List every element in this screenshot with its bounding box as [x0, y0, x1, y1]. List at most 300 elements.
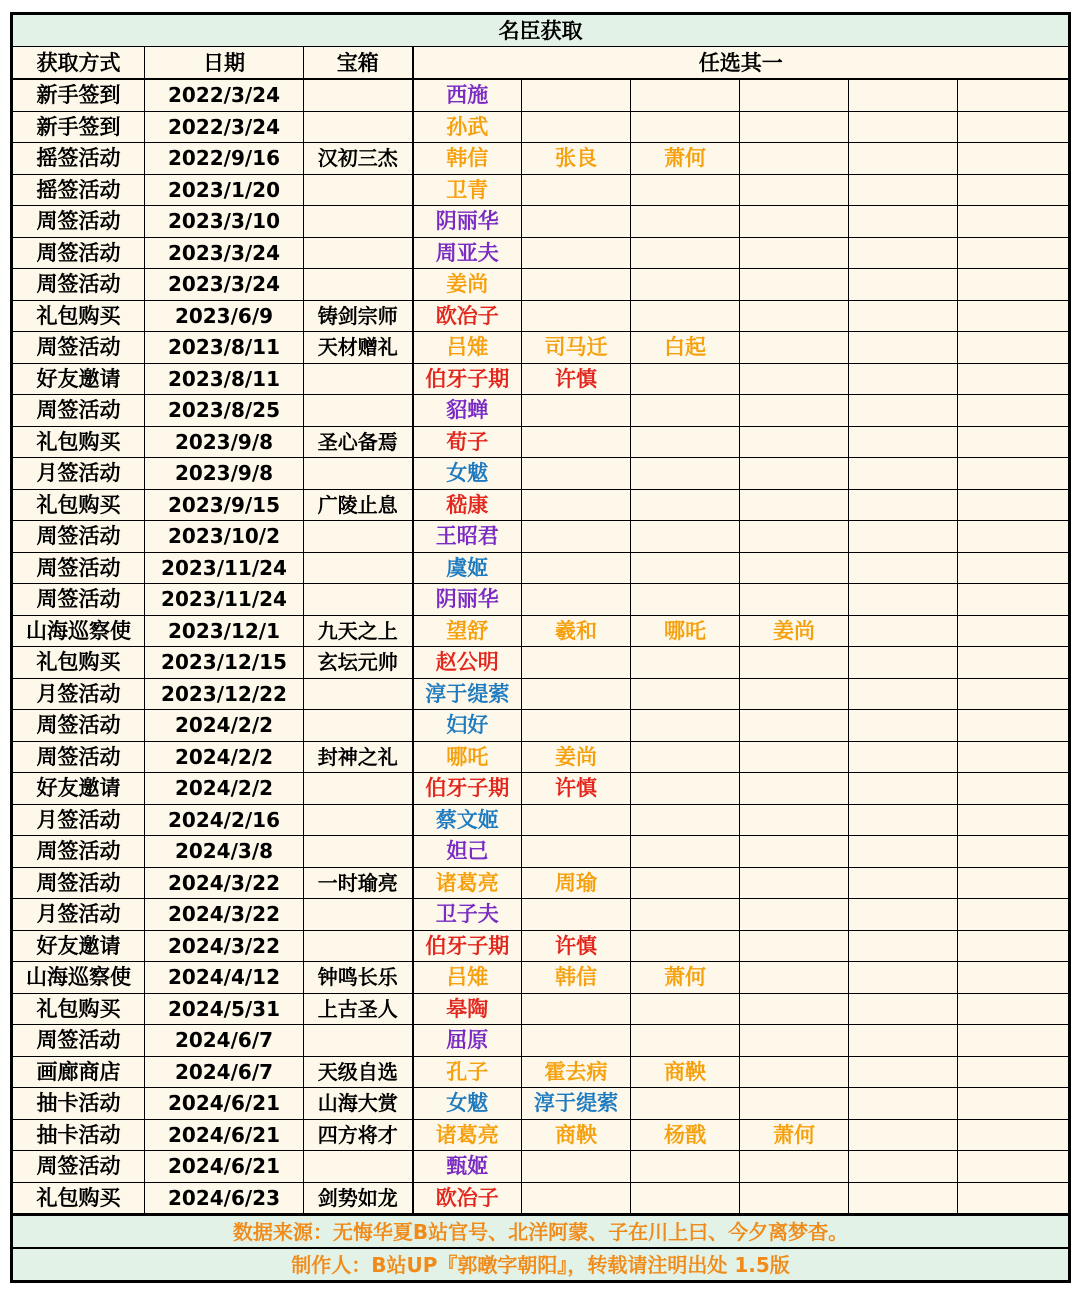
empty-choice-cell: [849, 867, 958, 899]
chest-cell: 山海大赏: [304, 1088, 413, 1120]
table-row: [12, 79, 1070, 111]
acquire-method-cell: 好友邀请: [12, 930, 145, 962]
hero-name-cell: 哪吒: [631, 615, 740, 647]
date-cell: 2023/9/15: [145, 489, 304, 521]
acquire-method-cell: 月签活动: [12, 899, 145, 931]
date-cell: 2024/3/22: [145, 867, 304, 899]
empty-choice-cell: [631, 867, 740, 899]
empty-choice-cell: [522, 1025, 631, 1057]
table-row: [12, 993, 1070, 1025]
empty-choice-cell: [740, 143, 849, 175]
date-cell: 2023/9/8: [145, 426, 304, 458]
date-cell: 2024/2/2: [145, 710, 304, 742]
table-row: [12, 111, 1070, 143]
empty-choice-cell: [958, 678, 1070, 710]
table-row: [12, 521, 1070, 553]
acquire-method-cell: 摇签活动: [12, 174, 145, 206]
chest-cell: 天材赠礼: [304, 332, 413, 364]
date-cell: 2024/2/2: [145, 741, 304, 773]
table-row: [12, 741, 1070, 773]
hero-name-cell: 阴丽华: [413, 584, 522, 616]
date-cell: 2023/1/20: [145, 174, 304, 206]
acquire-method-cell: 礼包购买: [12, 426, 145, 458]
chest-cell: 四方将才: [304, 1119, 413, 1151]
empty-choice-cell: [522, 804, 631, 836]
hero-name-cell: 白起: [631, 332, 740, 364]
table-row: [12, 867, 1070, 899]
acquire-method-cell: 抽卡活动: [12, 1119, 145, 1151]
hero-name-cell: 王昭君: [413, 521, 522, 553]
hero-name-cell: 伯牙子期: [413, 773, 522, 805]
hero-name-cell: 淳于缇萦: [522, 1088, 631, 1120]
chest-cell: [304, 836, 413, 868]
hero-name-cell: 诸葛亮: [413, 1119, 522, 1151]
hero-name-cell: 诸葛亮: [413, 867, 522, 899]
hero-name-cell: 卫子夫: [413, 899, 522, 931]
empty-choice-cell: [522, 206, 631, 238]
hero-name-cell: 妲己: [413, 836, 522, 868]
date-cell: 2024/2/2: [145, 773, 304, 805]
empty-choice-cell: [958, 962, 1070, 994]
empty-choice-cell: [958, 1088, 1070, 1120]
acquire-method-cell: 礼包购买: [12, 489, 145, 521]
empty-choice-cell: [958, 363, 1070, 395]
acquire-method-cell: 礼包购买: [12, 1182, 145, 1215]
empty-choice-cell: [740, 489, 849, 521]
hero-name-cell: 女魃: [413, 458, 522, 490]
table-row: [12, 237, 1070, 269]
table-title: 名臣获取: [12, 14, 1070, 47]
empty-choice-cell: [631, 993, 740, 1025]
hero-name-cell: 皋陶: [413, 993, 522, 1025]
hero-name-cell: 伯牙子期: [413, 363, 522, 395]
chest-cell: 广陵止息: [304, 489, 413, 521]
empty-choice-cell: [631, 773, 740, 805]
empty-choice-cell: [740, 773, 849, 805]
empty-choice-cell: [958, 458, 1070, 490]
empty-choice-cell: [849, 79, 958, 111]
hero-acquisition-table: [10, 12, 1071, 1283]
date-cell: 2023/11/24: [145, 552, 304, 584]
empty-choice-cell: [631, 363, 740, 395]
empty-choice-cell: [849, 710, 958, 742]
date-cell: 2023/12/15: [145, 647, 304, 679]
empty-choice-cell: [849, 458, 958, 490]
empty-choice-cell: [958, 1056, 1070, 1088]
table-row: [12, 1025, 1070, 1057]
empty-choice-cell: [740, 1088, 849, 1120]
acquire-method-cell: 周签活动: [12, 521, 145, 553]
empty-choice-cell: [958, 143, 1070, 175]
empty-choice-cell: [958, 867, 1070, 899]
hero-name-cell: 吕雉: [413, 962, 522, 994]
empty-choice-cell: [522, 521, 631, 553]
table-row: [12, 143, 1070, 175]
empty-choice-cell: [522, 710, 631, 742]
empty-choice-cell: [631, 678, 740, 710]
acquire-method-cell: 月签活动: [12, 458, 145, 490]
empty-choice-cell: [740, 269, 849, 301]
hero-name-cell: 西施: [413, 79, 522, 111]
hero-name-cell: 萧何: [631, 962, 740, 994]
table-row: [12, 300, 1070, 332]
empty-choice-cell: [958, 395, 1070, 427]
empty-choice-cell: [740, 899, 849, 931]
empty-choice-cell: [522, 678, 631, 710]
empty-choice-cell: [631, 741, 740, 773]
hero-name-cell: 吕雉: [413, 332, 522, 364]
chest-cell: 九天之上: [304, 615, 413, 647]
empty-choice-cell: [740, 521, 849, 553]
acquire-method-cell: 礼包购买: [12, 300, 145, 332]
hero-name-cell: 哪吒: [413, 741, 522, 773]
hero-name-cell: 欧冶子: [413, 300, 522, 332]
acquire-method-cell: 周签活动: [12, 867, 145, 899]
empty-choice-cell: [631, 79, 740, 111]
empty-choice-cell: [631, 206, 740, 238]
footer-source-row: [12, 1215, 1070, 1249]
empty-choice-cell: [740, 1056, 849, 1088]
empty-choice-cell: [849, 332, 958, 364]
acquire-method-cell: 画廊商店: [12, 1056, 145, 1088]
empty-choice-cell: [522, 836, 631, 868]
hero-name-cell: 姜尚: [522, 741, 631, 773]
acquire-method-cell: 新手签到: [12, 111, 145, 143]
hero-name-cell: 赵公明: [413, 647, 522, 679]
date-cell: 2023/8/25: [145, 395, 304, 427]
hero-name-cell: 韩信: [522, 962, 631, 994]
table-row: [12, 1151, 1070, 1183]
empty-choice-cell: [522, 111, 631, 143]
empty-choice-cell: [740, 426, 849, 458]
empty-choice-cell: [740, 174, 849, 206]
date-cell: 2023/10/2: [145, 521, 304, 553]
date-cell: 2024/6/21: [145, 1151, 304, 1183]
empty-choice-cell: [522, 1151, 631, 1183]
chest-cell: 天级自选: [304, 1056, 413, 1088]
chest-cell: 铸剑宗师: [304, 300, 413, 332]
empty-choice-cell: [740, 395, 849, 427]
empty-choice-cell: [958, 332, 1070, 364]
chest-cell: 钟鸣长乐: [304, 962, 413, 994]
hero-name-cell: 霍去病: [522, 1056, 631, 1088]
empty-choice-cell: [958, 1182, 1070, 1215]
empty-choice-cell: [849, 1025, 958, 1057]
hero-name-cell: 淳于缇萦: [413, 678, 522, 710]
empty-choice-cell: [631, 899, 740, 931]
empty-choice-cell: [958, 836, 1070, 868]
acquire-method-cell: 礼包购买: [12, 993, 145, 1025]
table-row: [12, 804, 1070, 836]
hero-name-cell: 姜尚: [740, 615, 849, 647]
table-row: [12, 773, 1070, 805]
empty-choice-cell: [849, 363, 958, 395]
empty-choice-cell: [849, 804, 958, 836]
acquire-method-cell: 周签活动: [12, 584, 145, 616]
hero-name-cell: 荀子: [413, 426, 522, 458]
empty-choice-cell: [958, 174, 1070, 206]
hero-name-cell: 阴丽华: [413, 206, 522, 238]
hero-name-cell: 杨戬: [631, 1119, 740, 1151]
hero-name-cell: 妇好: [413, 710, 522, 742]
empty-choice-cell: [522, 269, 631, 301]
empty-choice-cell: [522, 458, 631, 490]
empty-choice-cell: [631, 395, 740, 427]
table-row: [12, 836, 1070, 868]
empty-choice-cell: [849, 930, 958, 962]
empty-choice-cell: [958, 899, 1070, 931]
footer-author-row: [12, 1248, 1070, 1282]
chest-cell: [304, 678, 413, 710]
empty-choice-cell: [958, 552, 1070, 584]
table-row: [12, 962, 1070, 994]
hero-name-cell: 萧何: [740, 1119, 849, 1151]
empty-choice-cell: [631, 521, 740, 553]
empty-choice-cell: [631, 300, 740, 332]
hero-name-cell: 周瑜: [522, 867, 631, 899]
empty-choice-cell: [740, 111, 849, 143]
empty-choice-cell: [849, 174, 958, 206]
chest-cell: [304, 237, 413, 269]
empty-choice-cell: [631, 836, 740, 868]
date-cell: 2024/6/21: [145, 1088, 304, 1120]
date-cell: 2024/3/22: [145, 930, 304, 962]
empty-choice-cell: [631, 1088, 740, 1120]
chest-cell: [304, 773, 413, 805]
empty-choice-cell: [522, 237, 631, 269]
empty-choice-cell: [849, 1056, 958, 1088]
empty-choice-cell: [740, 710, 849, 742]
empty-choice-cell: [958, 1119, 1070, 1151]
empty-choice-cell: [849, 647, 958, 679]
empty-choice-cell: [631, 489, 740, 521]
chest-cell: [304, 930, 413, 962]
empty-choice-cell: [740, 678, 849, 710]
empty-choice-cell: [849, 300, 958, 332]
empty-choice-cell: [849, 237, 958, 269]
hero-name-cell: 貂蝉: [413, 395, 522, 427]
acquire-method-cell: 好友邀请: [12, 363, 145, 395]
acquire-method-cell: 周签活动: [12, 741, 145, 773]
empty-choice-cell: [631, 1025, 740, 1057]
empty-choice-cell: [849, 143, 958, 175]
footer-author: 制作人：B站UP『郭暾字朝阳』，转载请注明出处 1.5版: [12, 1248, 1070, 1282]
empty-choice-cell: [740, 458, 849, 490]
chest-cell: [304, 174, 413, 206]
header-choose: 任选其一: [413, 47, 1070, 80]
empty-choice-cell: [740, 804, 849, 836]
acquire-method-cell: 周签活动: [12, 395, 145, 427]
empty-choice-cell: [958, 79, 1070, 111]
table-row: [12, 552, 1070, 584]
date-cell: 2024/6/7: [145, 1025, 304, 1057]
hero-name-cell: 甄姬: [413, 1151, 522, 1183]
chest-cell: [304, 521, 413, 553]
date-cell: 2023/11/24: [145, 584, 304, 616]
table-row: [12, 458, 1070, 490]
empty-choice-cell: [631, 111, 740, 143]
empty-choice-cell: [958, 206, 1070, 238]
date-cell: 2024/6/21: [145, 1119, 304, 1151]
empty-choice-cell: [740, 741, 849, 773]
hero-name-cell: 韩信: [413, 143, 522, 175]
hero-name-cell: 伯牙子期: [413, 930, 522, 962]
empty-choice-cell: [740, 647, 849, 679]
date-cell: 2024/3/22: [145, 899, 304, 931]
hero-name-cell: 商鞅: [522, 1119, 631, 1151]
table-row: [12, 647, 1070, 679]
table-row: [12, 1119, 1070, 1151]
chest-cell: [304, 269, 413, 301]
date-cell: 2023/6/9: [145, 300, 304, 332]
acquire-method-cell: 山海巡察使: [12, 962, 145, 994]
empty-choice-cell: [522, 174, 631, 206]
empty-choice-cell: [631, 584, 740, 616]
empty-choice-cell: [522, 426, 631, 458]
acquire-method-cell: 月签活动: [12, 678, 145, 710]
table-row: [12, 426, 1070, 458]
chest-cell: 剑势如龙: [304, 1182, 413, 1215]
empty-choice-cell: [740, 993, 849, 1025]
table-row: [12, 269, 1070, 301]
empty-choice-cell: [958, 111, 1070, 143]
date-cell: 2022/9/16: [145, 143, 304, 175]
empty-choice-cell: [740, 332, 849, 364]
date-cell: 2023/12/22: [145, 678, 304, 710]
hero-name-cell: 司马迁: [522, 332, 631, 364]
empty-choice-cell: [958, 584, 1070, 616]
date-cell: 2023/8/11: [145, 332, 304, 364]
empty-choice-cell: [631, 710, 740, 742]
empty-choice-cell: [522, 552, 631, 584]
hero-name-cell: 屈原: [413, 1025, 522, 1057]
acquire-method-cell: 好友邀请: [12, 773, 145, 805]
date-cell: 2023/12/1: [145, 615, 304, 647]
empty-choice-cell: [849, 489, 958, 521]
hero-name-cell: 萧何: [631, 143, 740, 175]
empty-choice-cell: [522, 395, 631, 427]
table-row: [12, 930, 1070, 962]
empty-choice-cell: [958, 269, 1070, 301]
table-row: [12, 1182, 1070, 1215]
empty-choice-cell: [631, 426, 740, 458]
chest-cell: [304, 710, 413, 742]
acquire-method-cell: 周签活动: [12, 1025, 145, 1057]
hero-name-cell: 许慎: [522, 363, 631, 395]
chest-cell: [304, 111, 413, 143]
chest-cell: [304, 395, 413, 427]
empty-choice-cell: [740, 300, 849, 332]
chest-cell: [304, 552, 413, 584]
chest-cell: [304, 584, 413, 616]
acquire-method-cell: 周签活动: [12, 332, 145, 364]
header-date: 日期: [145, 47, 304, 80]
empty-choice-cell: [958, 1025, 1070, 1057]
empty-choice-cell: [522, 79, 631, 111]
empty-choice-cell: [631, 930, 740, 962]
acquire-method-cell: 周签活动: [12, 206, 145, 238]
date-cell: 2024/6/23: [145, 1182, 304, 1215]
empty-choice-cell: [849, 836, 958, 868]
title-row: [12, 14, 1070, 47]
chest-cell: 封神之礼: [304, 741, 413, 773]
empty-choice-cell: [958, 993, 1070, 1025]
acquire-method-cell: 周签活动: [12, 836, 145, 868]
header-chest: 宝箱: [304, 47, 413, 80]
empty-choice-cell: [522, 584, 631, 616]
empty-choice-cell: [631, 269, 740, 301]
acquire-method-cell: 礼包购买: [12, 647, 145, 679]
empty-choice-cell: [740, 962, 849, 994]
date-cell: 2024/6/7: [145, 1056, 304, 1088]
date-cell: 2023/3/24: [145, 269, 304, 301]
hero-name-cell: 孙武: [413, 111, 522, 143]
empty-choice-cell: [849, 741, 958, 773]
empty-choice-cell: [958, 489, 1070, 521]
empty-choice-cell: [849, 584, 958, 616]
hero-name-cell: 张良: [522, 143, 631, 175]
empty-choice-cell: [740, 552, 849, 584]
empty-choice-cell: [740, 1182, 849, 1215]
empty-choice-cell: [958, 741, 1070, 773]
empty-choice-cell: [631, 1151, 740, 1183]
empty-choice-cell: [958, 804, 1070, 836]
empty-choice-cell: [522, 1182, 631, 1215]
empty-choice-cell: [740, 867, 849, 899]
table-row: [12, 678, 1070, 710]
empty-choice-cell: [958, 521, 1070, 553]
empty-choice-cell: [849, 615, 958, 647]
chest-cell: [304, 1025, 413, 1057]
empty-choice-cell: [740, 1151, 849, 1183]
hero-name-cell: 望舒: [413, 615, 522, 647]
date-cell: 2023/9/8: [145, 458, 304, 490]
chest-cell: [304, 79, 413, 111]
acquire-method-cell: 摇签活动: [12, 143, 145, 175]
table-row: [12, 206, 1070, 238]
empty-choice-cell: [740, 584, 849, 616]
empty-choice-cell: [849, 1182, 958, 1215]
empty-choice-cell: [849, 1151, 958, 1183]
empty-choice-cell: [849, 521, 958, 553]
empty-choice-cell: [849, 1088, 958, 1120]
hero-name-cell: 周亚夫: [413, 237, 522, 269]
acquire-method-cell: 山海巡察使: [12, 615, 145, 647]
empty-choice-cell: [740, 363, 849, 395]
chest-cell: 汉初三杰: [304, 143, 413, 175]
date-cell: 2024/2/16: [145, 804, 304, 836]
empty-choice-cell: [958, 426, 1070, 458]
hero-name-cell: 孔子: [413, 1056, 522, 1088]
empty-choice-cell: [631, 458, 740, 490]
empty-choice-cell: [849, 773, 958, 805]
empty-choice-cell: [631, 647, 740, 679]
empty-choice-cell: [631, 1182, 740, 1215]
hero-name-cell: 卫青: [413, 174, 522, 206]
empty-choice-cell: [958, 237, 1070, 269]
table-row: [12, 1056, 1070, 1088]
empty-choice-cell: [740, 930, 849, 962]
chest-cell: 玄坛元帅: [304, 647, 413, 679]
acquire-method-cell: 周签活动: [12, 1151, 145, 1183]
chest-cell: 一时瑜亮: [304, 867, 413, 899]
empty-choice-cell: [631, 552, 740, 584]
chest-cell: [304, 899, 413, 931]
acquire-method-cell: 周签活动: [12, 710, 145, 742]
empty-choice-cell: [849, 678, 958, 710]
empty-choice-cell: [849, 962, 958, 994]
empty-choice-cell: [631, 237, 740, 269]
